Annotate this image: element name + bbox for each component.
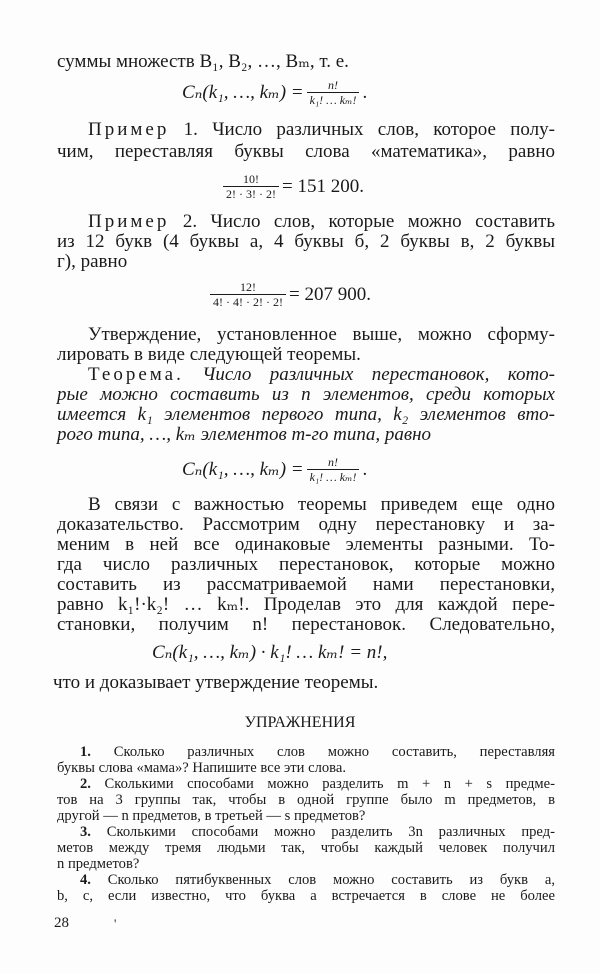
exercise-4-line: b, c, если известно, что буква a встречается в слове не более [57, 888, 555, 904]
proof-line: гда число различных перестановок, которые можно [57, 554, 555, 575]
proof-line: доказательство. Рассмотрим одну перестановку и за- [57, 514, 555, 535]
theorem-label: Теорема. [88, 364, 184, 385]
exercises-heading: УПРАЖНЕНИЯ [244, 714, 356, 731]
formula-result: = 207 900. [288, 284, 371, 305]
example2-line: г), равно [57, 251, 128, 272]
example1-line [88, 120, 555, 140]
formula-lhs: Cₙ(k₁, …, kₘ) = [182, 82, 304, 103]
formula-denominator: k₁! … kₘ! [307, 469, 360, 484]
formula-result: = 151 200. [281, 176, 364, 197]
theorem-text: Число различных перестановок, кото- [202, 364, 555, 385]
formula-denominator: k₁! … kₘ! [307, 92, 360, 107]
formula-tail: . [362, 459, 368, 480]
statement-line: Утверждение, установленное выше, можно сформу- [88, 324, 555, 345]
exercise-text: Сколько пятибуквенных слов можно составить из букв a, [107, 872, 555, 888]
formula-numerator: n! [328, 455, 339, 469]
exercise-number: 4. [80, 872, 91, 888]
stray-mark: ' [114, 916, 117, 931]
exercise-3-line: n предметов? [57, 856, 140, 872]
formula-tail: . [362, 82, 368, 103]
formula-denominator: 2! · 3! · 2! [223, 186, 279, 201]
formula-identity: Cₙ(k₁, …, kₘ) · k₁! … kₘ! = n!, [152, 642, 388, 663]
proof-line: меним в ней все одинаковые элементы разными. То- [57, 534, 555, 555]
exercise-text: Сколько различных слов можно составить, переставляя [113, 744, 556, 760]
proof-line: составить из рассматриваемой нами перестановки, [57, 574, 555, 595]
formula-numerator: n! [328, 78, 339, 92]
exercise-text: Сколькими способами можно разделить 3n различных пред- [106, 824, 555, 840]
exercise-2-line: другой — n предметов, в третьей — s предметов? [57, 808, 366, 824]
formula-multinomial-1 [182, 79, 367, 107]
formula-numerator: 12! [239, 280, 256, 294]
formula-example1 [220, 173, 364, 201]
theorem-line: рые можно составить из n элементов, среди которых [57, 384, 555, 405]
proof-line: В связи с важностью теоремы приведем еще одно [88, 494, 555, 515]
statement-line: лировать в виде следующей теоремы. [57, 344, 361, 365]
formula-lhs: Cₙ(k₁, …, kₘ) = [182, 459, 304, 480]
formula-example2 [207, 281, 371, 309]
theorem-line: имеется k₁ элементов первого типа, k₂ элементов вто- [57, 404, 555, 425]
exercise-4 [80, 872, 555, 888]
exercise-number: 1. [80, 744, 91, 760]
example2-label: Пример [88, 211, 170, 232]
exercise-number: 2. [80, 776, 91, 792]
proof-line: равно k₁!·k₂! … kₘ!. Проделав это для каждой пере- [57, 594, 555, 615]
formula-numerator: 10! [242, 172, 259, 186]
conclusion-line: что и доказывает утверждение теоремы. [53, 672, 379, 693]
theorem-line [88, 365, 555, 385]
example2-text: 2. Число слов, которые можно составить [182, 211, 555, 232]
exercise-2-line: тов на 3 группы так, чтобы в одной группе было m предметов, в [57, 792, 555, 808]
proof-line: становки, получим n! перестановок. Следовательно, [57, 614, 555, 635]
exercise-1-line: буквы слова «мама»? Напишите все эти слова. [57, 760, 346, 776]
page-number: 28 [54, 915, 69, 931]
formula-denominator: 4! · 4! · 2! · 2! [210, 294, 286, 309]
exercise-3-line: метов между тремя людьми так, чтобы каждый человек получил [57, 840, 555, 856]
exercise-text: Сколькими способами можно разделить m + n + s предме- [104, 776, 555, 792]
formula-multinomial-2 [182, 456, 367, 484]
example1-label: Пример [88, 119, 170, 140]
exercise-1 [80, 744, 555, 760]
exercise-2 [80, 776, 555, 792]
theorem-line: рого типа, …, kₘ элементов m-го типа, равно [57, 424, 432, 445]
example1-text: 1. Число различных слов, которое полу- [183, 119, 555, 140]
example2-line [88, 212, 555, 232]
intro-line: суммы множеств B₁, B₂, …, Bₘ, т. е. [57, 51, 349, 72]
example1-line: чим, переставляя буквы слова «математика», равно [57, 141, 555, 162]
exercise-3 [80, 824, 555, 840]
example2-line: из 12 букв (4 буквы а, 4 буквы б, 2 буквы в, 2 буквы [57, 231, 555, 252]
exercise-number: 3. [80, 824, 91, 840]
